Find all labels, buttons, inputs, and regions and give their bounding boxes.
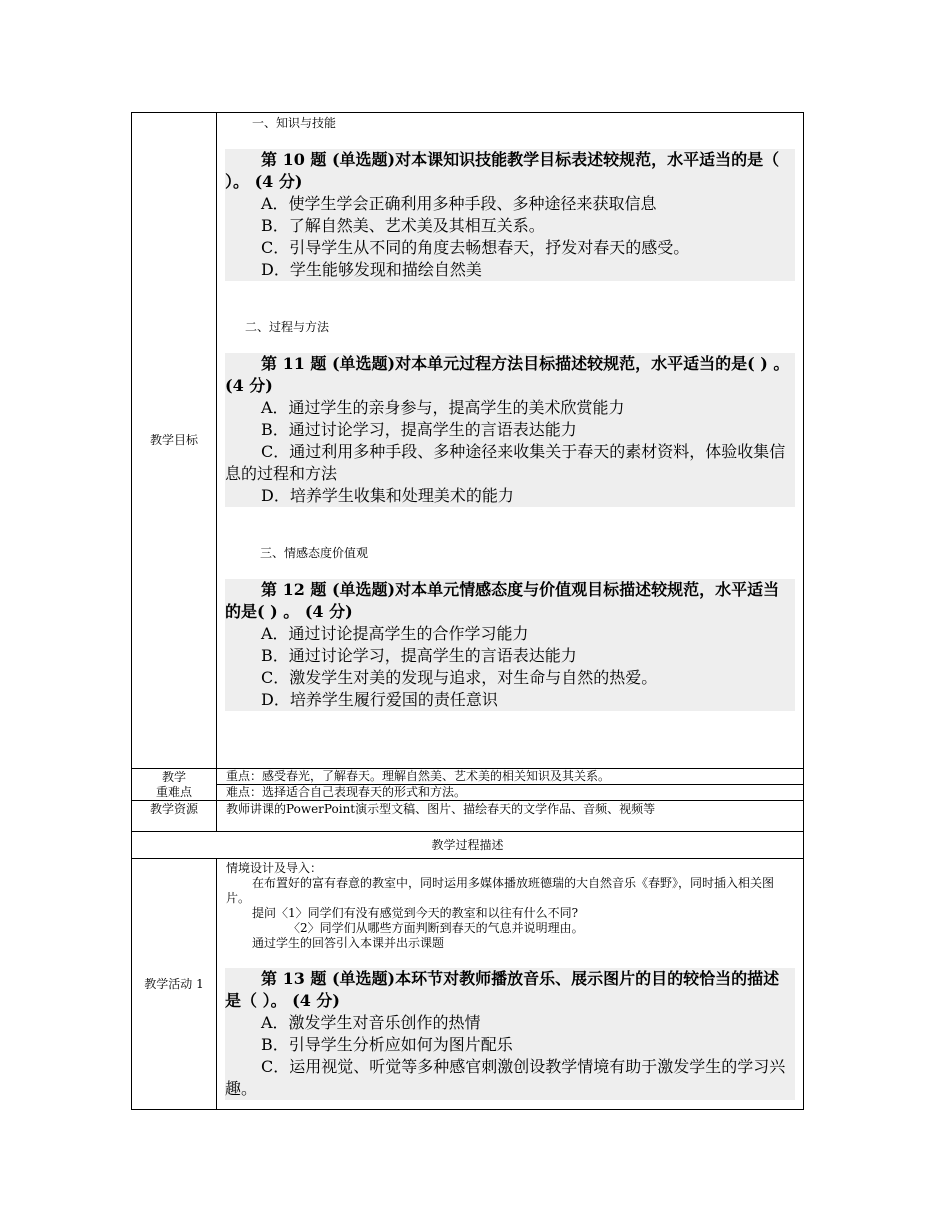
section-heading-process: 二、过程与方法 [245,320,330,334]
question-10 [225,149,795,281]
goals-label: 教学目标 [132,113,217,769]
question-title: 第 11 题 (单选题)对本单元过程方法目标描述较规范，水平适当的是( ) 。 (4 分) [225,354,790,395]
keypoints-label [132,769,217,801]
question-option: A．通过讨论提高学生的合作学习能力 [261,624,529,643]
keypoints-difficulty: 难点：选择适合自己表现春天的形式和方法。 [217,785,804,801]
keypoints-label-line2: 重难点 [155,784,192,799]
goals-content [217,113,804,769]
activity1-line: 提问〈1〉同学们有没有感觉到今天的教室和以往有什么不同? [252,906,579,920]
activity1-line: 在布置好的富有春意的教室中，同时运用多媒体播放班德瑞的大自然音乐《春野》，同时插入相关图片。 [226,876,775,905]
question-option: B．通过讨论学习，提高学生的言语表达能力 [261,646,577,665]
section-heading-knowledge: 一、知识与技能 [252,116,337,130]
activity1-text [217,861,803,951]
question-title: 第 10 题 (单选题)对本课知识技能教学目标表述较规范，水平适当的是（ ）。 (4 分) [225,150,780,191]
question-option: D．培养学生收集和处理美术的能力 [261,486,514,505]
question-option: A．通过学生的亲身参与，提高学生的美术欣赏能力 [261,398,625,417]
keypoints-row-difficulty [132,785,804,801]
section-heading-values: 三、情感态度价值观 [260,546,369,560]
question-option: D．培养学生履行爱国的责任意识 [261,690,498,709]
activity1-line: 通过学生的回答引入本课并出示课题 [252,936,445,950]
question-11 [225,353,795,507]
process-heading: 教学过程描述 [132,832,804,859]
resources-text: 教师讲课的PowerPoint演示型文稿、图片、描绘春天的文学作品、音频、视频等 [217,801,804,832]
keypoints-focus: 重点：感受春光，了解春天。理解自然美、艺术美的相关知识及其关系。 [217,769,804,785]
activity1-line: 情境设计及导入： [226,861,323,875]
activity1-content [217,859,804,1110]
activity1-row [132,859,804,1110]
question-option: B．通过讨论学习，提高学生的言语表达能力 [261,420,577,439]
question-12 [225,579,795,711]
question-option: C．激发学生对美的发现与追求，对生命与自然的热爱。 [261,668,658,687]
process-row [132,832,804,859]
resources-row [132,801,804,832]
activity1-label: 教学活动 1 [132,859,217,1110]
question-option: C．引导学生从不同的角度去畅想春天，抒发对春天的感受。 [261,238,690,257]
question-option: B．了解自然美、艺术美及其相互关系。 [261,216,545,235]
question-title: 第 13 题 (单选题)本环节对教师播放音乐、展示图片的目的较恰当的描述是（ ）。 (4 分) [225,969,780,1010]
keypoints-row-focus [132,769,804,785]
keypoints-label-line1: 教学 [161,769,186,784]
question-option: D．学生能够发现和描绘自然美 [261,260,482,279]
resources-label: 教学资源 [132,801,217,832]
question-option: A．使学生学会正确利用多种手段、多种途径来获取信息 [261,194,657,213]
lesson-plan-table [131,112,804,1110]
activity1-line: 〈2〉同学们从哪些方面判断到春天的气息并说明理由。 [288,921,584,935]
question-option: A．激发学生对音乐创作的热情 [261,1013,481,1032]
question-13 [225,968,795,1100]
question-option: C．通过利用多种手段、多种途径来收集关于春天的素材资料，体验收集信息的过程和方法 [225,442,786,483]
goals-row [132,113,804,769]
question-title: 第 12 题 (单选题)对本单元情感态度与价值观目标描述较规范，水平适当的是( ) 。 (4 分) [225,580,780,621]
question-option: B．引导学生分析应如何为图片配乐 [261,1035,513,1054]
question-option: C．运用视觉、听觉等多种感官刺激创设教学情境有助于激发学生的学习兴趣。 [225,1057,786,1098]
